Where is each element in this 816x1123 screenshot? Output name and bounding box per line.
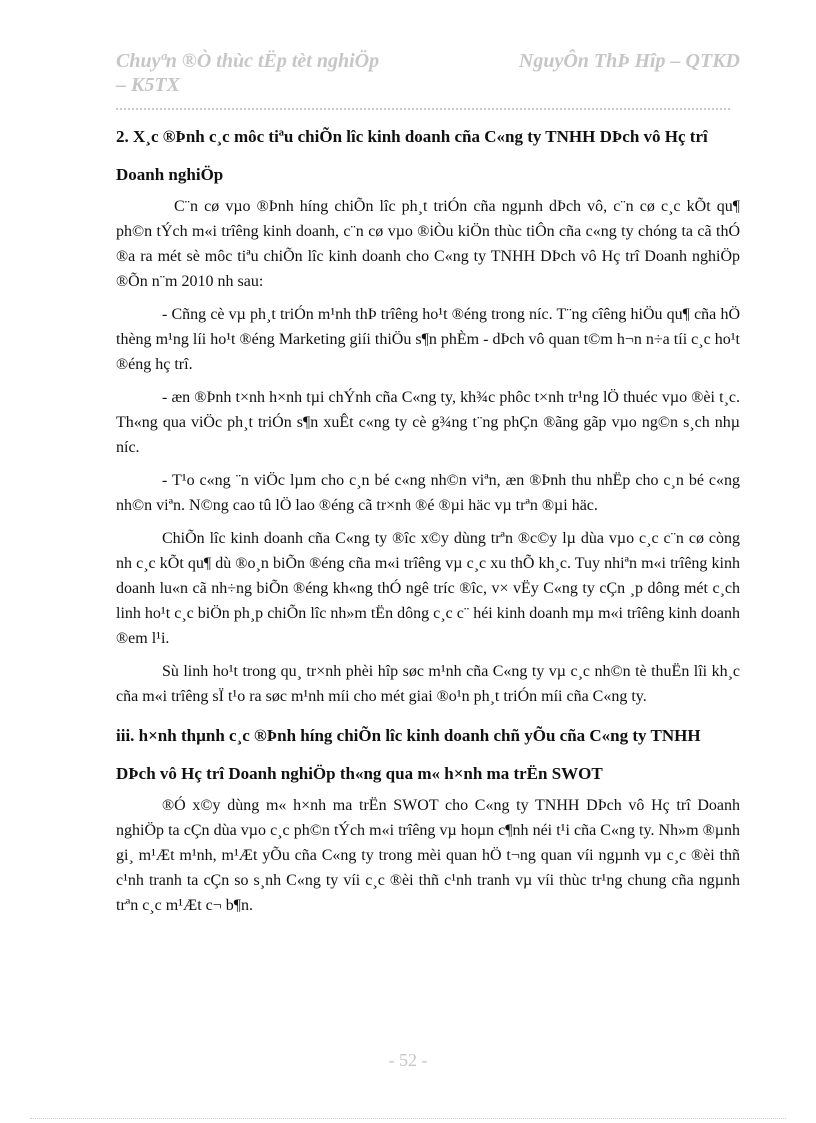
- page-body: [116, 118, 740, 926]
- paragraph: ChiÕn lîc kinh doanh cña C«ng ty ®îc x©y dùng trªn ®c©y lµ dùa vµo c¸c c¨n cø còng nh c¸c kÕt qu¶ dù ®o¸n biÕn ®éng cña m«i trîêng vµ c¸c xu thÕ kh¸c. Tuy nhiªn m«i trîêng kinh doanh lu«n cã nh÷ng biÕn ®éng kh«ng thÓ ngê tríc ®îc, v× vËy C«ng ty cÇn ¸p dông mét c¸ch linh ho¹t c¸c biÖn ph¸p chiÕn lîc nh»m tËn dông c¸c c¨ héi kinh doanh mµ m«i trîêng kinh doanh ®em l¹i.: [116, 530, 740, 647]
- bullet-paragraph: - T¹o c«ng ¨n viÖc lµm cho c¸n bé c«ng nh©n viªn, æn ®Þnh thu nhËp cho c¸n bé c«ng nh©n viªn. N©ng cao tû lÖ lao ®éng cã tr×nh ®é ®µi häc vµ trªn ®µi häc.: [116, 472, 740, 514]
- paragraph: C¨n cø vµo ®Þnh híng chiÕn lîc ph¸t triÓn cña ngµnh dÞch vô, c¨n cø c¸c kÕt qu¶ ph©n tÝch m«i trîêng kinh doanh, c¨n cø vµo ®iÒu kiÖn thùc tiÔn cña c«ng ty chóng ta cã thÓ ®a ra mét sè môc tiªu chiÕn lîc kinh doanh cho C«ng ty TNHH DÞch vô Hç trî Doanh nghiÖp ®Õn n¨m 2010 nh sau:: [116, 198, 740, 290]
- header-title: Chuyªn ®Ò thùc tËp tèt nghiÖp: [116, 50, 380, 72]
- section-heading-2: 2. X¸c ®Þnh c¸c môc tiªu chiÕn lîc kinh doanh cña C«ng ty TNHH DÞch vô Hç trî Doanh nghiÖp: [116, 127, 708, 184]
- header-divider: [116, 108, 730, 110]
- bullet-paragraph: - æn ®Þnh t×nh h×nh tµi chÝnh cña C«ng ty, kh¾c phôc t×nh tr¹ng lÖ thuéc vµo ®èi t¸c. Th«ng qua viÖc ph¸t triÓn s¶n xuÊt c«ng ty cè g¾ng t¨ng phÇn ®ãng gãp vµo ng©n s¸ch nhµ níc.: [116, 389, 740, 456]
- bullet-paragraph: - Cñng cè vµ ph¸t triÓn m¹nh thÞ trîêng ho¹t ®éng trong níc. T¨ng cîêng hiÖu qu¶ cña hÖ thèng m¹ng líi ho¹t ®éng Marketing giíi thiÖu s¶n phÈm - dÞch vô quan t©m h¬n n÷a tíi c¸c ho¹t ®éng hç trî.: [116, 306, 740, 373]
- page-number: - 52 -: [388, 1050, 428, 1070]
- footer-divider: [30, 1118, 786, 1119]
- paragraph: Sù linh ho¹t trong qu¸ tr×nh phèi hîp søc m¹nh cña C«ng ty vµ c¸c nh©n tè thuËn lîi kh¸c cña m«i trîêng sÏ t¹o ra søc m¹nh míi cho mét giai ®o¹n ph¸t triÓn míi cña C«ng ty.: [116, 663, 740, 705]
- section-heading-iii: iii. h×nh thµnh c¸c ®Þnh híng chiÕn lîc kinh doanh chñ yÕu cña C«ng ty TNHH DÞch vô Hç trî Doanh nghiÖp th«ng qua m« h×nh ma trËn SWOT: [116, 726, 701, 783]
- paragraph: ®Ó x©y dùng m« h×nh ma trËn SWOT cho C«ng ty TNHH DÞch vô Hç trî Doanh nghiÖp ta cÇn dùa vµo c¸c ph©n tÝch m«i trîêng vµ hoµn c¶nh néi t¹i cña C«ng ty. Nh»m ®µnh gi¸ m¹Æt m¹nh, m¹Æt yÕu cña C«ng ty trong mèi quan hÖ t¬ng quan víi ngµnh vµ c¸c ®èi thñ c¹nh tranh ta cÇn so s¸nh C«ng ty víi c¸c ®èi thñ c¹nh tranh vµ víi thùc tr¹ng chung cña ngµnh trªn c¸c m¹Æt c¬ b¶n.: [116, 797, 740, 914]
- running-header: [116, 46, 740, 116]
- header-author: NguyÔn ThÞ Hîp – QTKD: [518, 50, 740, 72]
- header-class: – K5TX: [116, 74, 180, 96]
